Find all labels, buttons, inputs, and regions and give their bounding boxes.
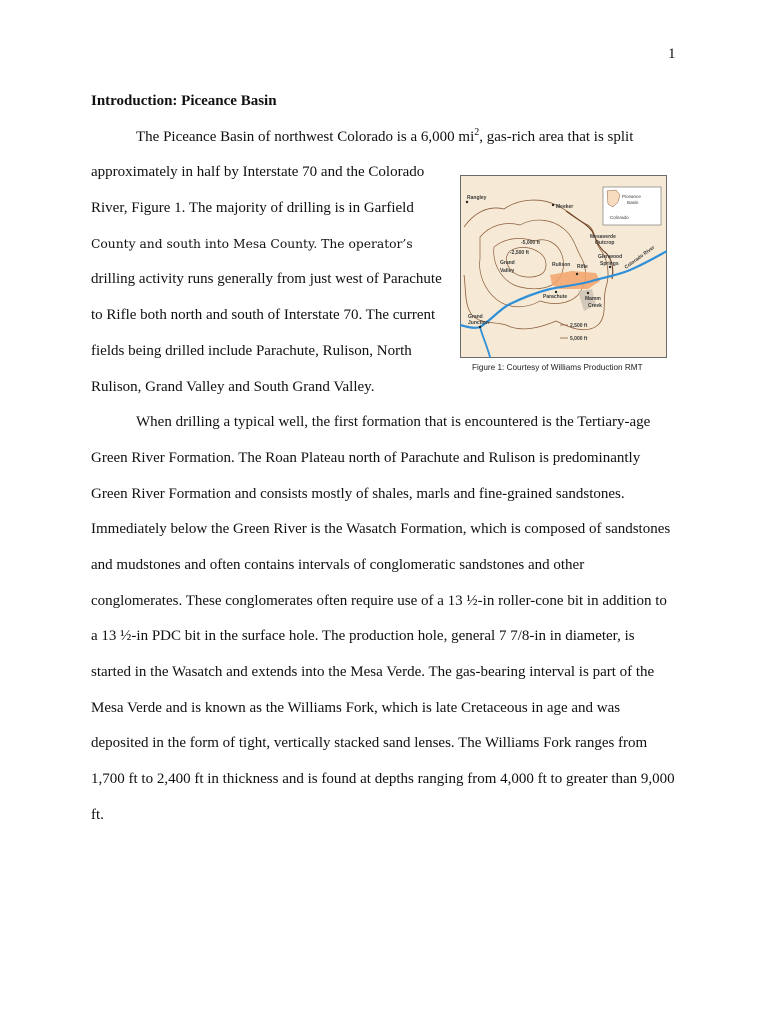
label-grand-junction-2: Junction [468, 320, 489, 326]
label-mesaverde: Mesaverde [590, 234, 616, 240]
label-colorado-river: Colorado River [623, 244, 657, 271]
inset-label-piceance: Piceance [622, 194, 641, 199]
paragraph-1-line-3: River, Figure 1. The majority of drilling is in Garfield [91, 200, 414, 217]
inset-label-basin: Basin [627, 200, 639, 205]
paragraph-2-line-4: Immediately below the Green River is the Wasatch Formation, which is composed of sandstones [91, 521, 671, 538]
superscript-2: 2 [474, 126, 480, 138]
page-number: 1 [668, 46, 676, 62]
label-springs: Springs [600, 261, 619, 267]
label-creek: Creek [588, 303, 602, 309]
label-grand-valley-2: Valley [500, 268, 515, 274]
paragraph-1-line-8: Rulison, Grand Valley and South Grand Valley. [91, 378, 375, 395]
paragraph-1-line-7: fields being drilled include Parachute, Rulison, North [91, 342, 412, 359]
paragraph-2-line-3: Green River Formation and consists mostly of shales, marls and fine-grained sandstones. [91, 485, 625, 502]
figure-caption: Figure 1: Courtesy of Williams Production RMT [472, 363, 643, 372]
label-grand-junction-1: Grand [468, 314, 483, 320]
label-grand-valley-1: Grand [500, 260, 515, 266]
label-parachute: Parachute [543, 294, 568, 300]
label-contour-2500: -2,500 ft [510, 250, 529, 256]
paragraph-2-line-8: started in the Wasatch and extends into the Mesa Verde. The gas-bearing interval is part of the [91, 664, 655, 680]
paragraph-2-line-11: 1,700 ft to 2,400 ft in thickness and is found at depths ranging from 4,000 ft to greater than 9,000 [91, 771, 675, 788]
legend-label-5000: 5,000 ft [570, 336, 588, 342]
paragraph-1-line-2: approximately in half by Interstate 70 and the Colorado [91, 164, 425, 181]
label-mamm: Mamm [585, 296, 601, 302]
paragraph-2-line-6: conglomerates. These conglomerates often require use of a 13 ½-in roller-cone bit in addition to [91, 592, 667, 609]
paragraph-2-line-9: Mesa Verde and is known as the Williams Fork, which is late Cretaceous in age and was [91, 699, 621, 716]
paragraph-2-line-7: a 13 ½-in PDC bit in the surface hole. The production hole, general 7 7/8-in in diameter, is [91, 628, 635, 645]
paragraph-2-line-1: When drilling a typical well, the first formation that is encountered is the Tertiary-age [136, 414, 651, 431]
paragraph-1-line-4: County and south into Mesa County. The operator’s [91, 236, 413, 251]
label-meeker: Meeker [556, 204, 574, 210]
label-glenwood: Glenwood [598, 254, 623, 260]
section-heading: Introduction: Piceance Basin [91, 93, 277, 109]
mamm-creek-marker [587, 292, 589, 294]
paragraph-2-line-5: and mudstones and often contains intervals of conglomeratic sandstones and other [91, 556, 585, 573]
label-rulison: Rulison [552, 262, 571, 268]
paragraph-1-line-1-text: The Piceance Basin of northwest Colorado is a 6,000 mi [136, 128, 475, 145]
paragraph-1-line-1-rest: , gas-rich area that is split [479, 128, 634, 145]
meeker-marker [552, 204, 554, 206]
paragraph-2-line-12: ft. [91, 806, 104, 823]
label-contour-5000: -5,000 ft [521, 240, 540, 246]
rangley-marker [466, 201, 468, 203]
label-rangley: Rangley [467, 195, 487, 201]
rifle-marker [576, 273, 578, 275]
legend-label-2500: 2,500 ft [570, 323, 588, 329]
paragraph-2-line-2: Green River Formation. The Roan Plateau north of Parachute and Rulison is predominantly [91, 449, 641, 466]
inset-label-colorado: Colorado [610, 215, 629, 220]
paragraph-1-line-6: to Rifle both north and south of Interstate 70. The current [91, 307, 436, 324]
piceance-basin-map [460, 175, 667, 358]
paragraph-1-line-5: drilling activity runs generally from just west of Parachute [91, 271, 442, 288]
label-outcrop: Outcrop [595, 240, 615, 246]
label-rifle: Rifle [577, 264, 588, 270]
grand-junction-marker [479, 326, 481, 328]
paragraph-2-line-10: deposited in the form of tight, vertically stacked sand lenses. The Williams Fork ranges from [91, 735, 648, 752]
parachute-marker [555, 291, 557, 293]
paragraph-1-line-1 [91, 120, 691, 156]
